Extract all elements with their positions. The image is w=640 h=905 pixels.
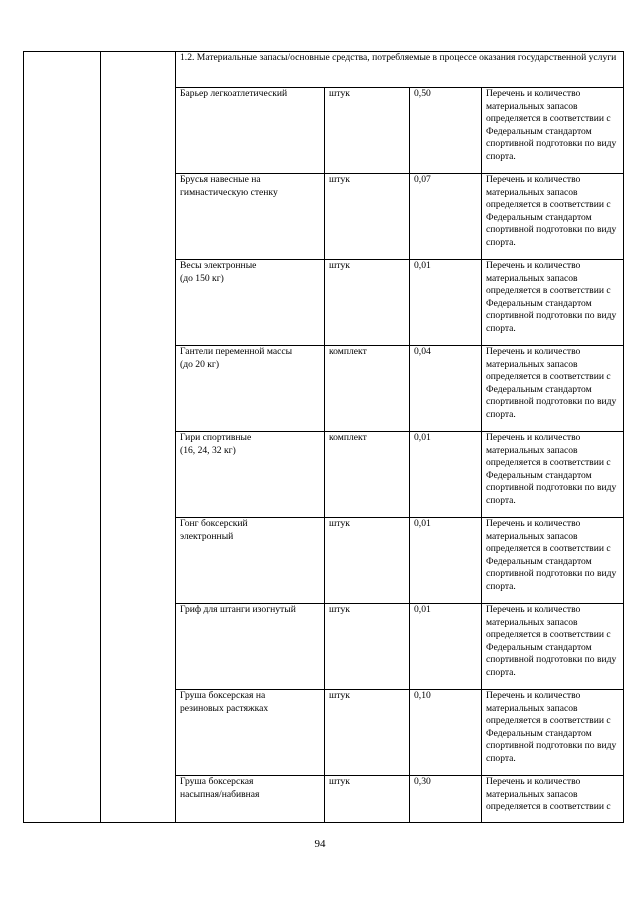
item-name-cell: Брусья навесные на гимнастическую стенку <box>176 174 325 260</box>
note-cell: Перечень и количество материальных запасов определяется в соответствии с Федеральным стандартом спортивной подготовки по виду спорта. <box>482 604 624 690</box>
unit-cell: штук <box>325 690 410 776</box>
note-cell: Перечень и количество материальных запасов определяется в соответствии с Федеральным стандартом спортивной подготовки по виду спорта. <box>482 174 624 260</box>
item-name-cell: Груша боксерская на резиновых растяжках <box>176 690 325 776</box>
quantity-cell: 0,01 <box>410 260 482 346</box>
item-name-cell: Гантели переменной массы (до 20 кг) <box>176 346 325 432</box>
item-name-cell: Гриф для штанги изогнутый <box>176 604 325 690</box>
note-cell: Перечень и количество материальных запасов определяется в соответствии с Федеральным стандартом спортивной подготовки по виду спорта. <box>482 432 624 518</box>
section-title: 1.2. Материальные запасы/основные средства, потребляемые в процессе оказания государственной услуги <box>176 52 624 88</box>
unit-cell: штук <box>325 174 410 260</box>
quantity-cell: 0,10 <box>410 690 482 776</box>
item-name-cell: Весы электронные (до 150 кг) <box>176 260 325 346</box>
note-cell: Перечень и количество материальных запасов определяется в соответствии с Федеральным стандартом спортивной подготовки по виду спорта. <box>482 88 624 174</box>
item-name-cell: Гонг боксерский электронный <box>176 518 325 604</box>
quantity-cell: 0,04 <box>410 346 482 432</box>
left-blank-column-1 <box>24 52 101 823</box>
page-number: 94 <box>314 838 326 850</box>
quantity-cell: 0,01 <box>410 432 482 518</box>
quantity-cell: 0,50 <box>410 88 482 174</box>
quantity-cell: 0,07 <box>410 174 482 260</box>
section-row <box>24 52 624 88</box>
item-name-cell: Гири спортивные (16, 24, 32 кг) <box>176 432 325 518</box>
item-name-cell: Барьер легкоатлетический <box>176 88 325 174</box>
item-name-cell: Груша боксерская насыпная/набивная <box>176 776 325 823</box>
quantity-cell: 0,01 <box>410 518 482 604</box>
unit-cell: штук <box>325 604 410 690</box>
note-cell: Перечень и количество материальных запасов определяется в соответствии с Федеральным стандартом спортивной подготовки по виду спорта. <box>482 260 624 346</box>
unit-cell: штук <box>325 260 410 346</box>
unit-cell: штук <box>325 776 410 823</box>
note-cell: Перечень и количество материальных запасов определяется в соответствии с Федеральным стандартом спортивной подготовки по виду спорта. <box>482 346 624 432</box>
note-cell: Перечень и количество материальных запасов определяется в соответствии с <box>482 776 624 823</box>
note-cell: Перечень и количество материальных запасов определяется в соответствии с Федеральным стандартом спортивной подготовки по виду спорта. <box>482 690 624 776</box>
unit-cell: штук <box>325 518 410 604</box>
left-blank-column-2 <box>101 52 176 823</box>
note-cell: Перечень и количество материальных запасов определяется в соответствии с Федеральным стандартом спортивной подготовки по виду спорта. <box>482 518 624 604</box>
resources-table <box>23 51 624 823</box>
quantity-cell: 0,30 <box>410 776 482 823</box>
quantity-cell: 0,01 <box>410 604 482 690</box>
unit-cell: комплект <box>325 346 410 432</box>
unit-cell: комплект <box>325 432 410 518</box>
unit-cell: штук <box>325 88 410 174</box>
